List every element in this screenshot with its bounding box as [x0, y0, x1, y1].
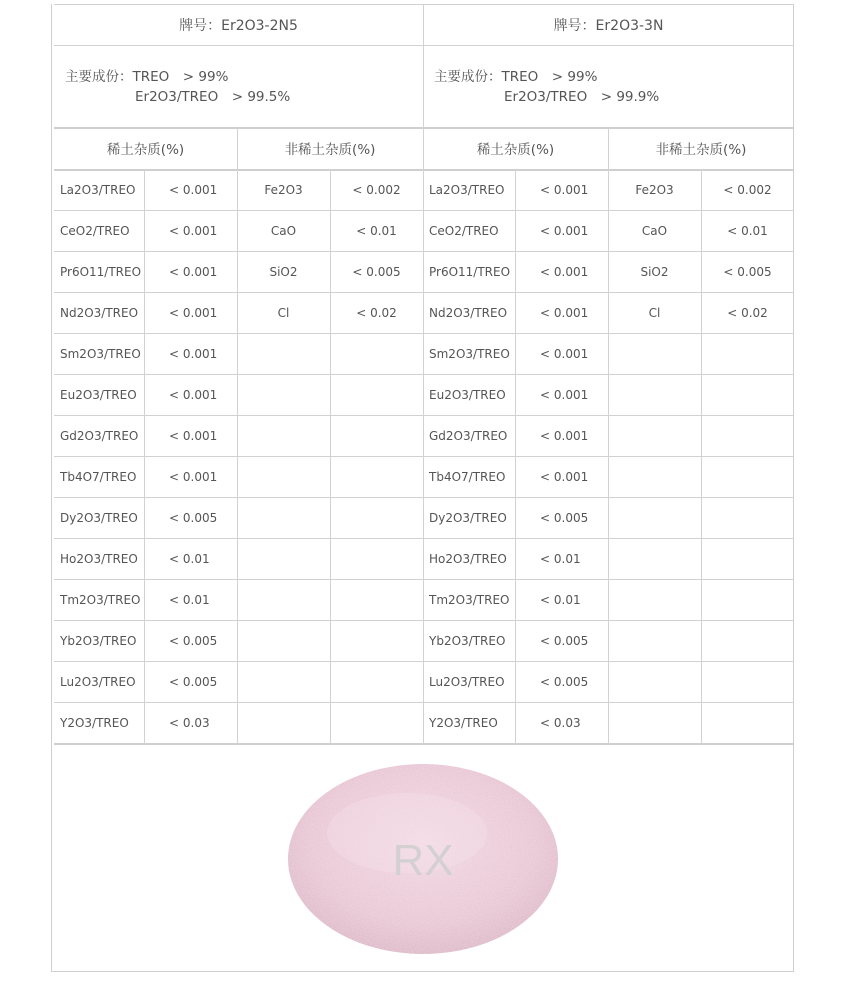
re-impurity-value: < 0.001 [540, 182, 589, 197]
composition-line-purity: Er2O3/TREO > 99.9% [504, 89, 660, 105]
non-re-impurity-value: < 0.02 [727, 305, 768, 320]
re-impurity-name: Nd2O3/TREO [60, 305, 139, 320]
re-impurity-name: Lu2O3/TREO [60, 674, 136, 689]
re-impurity-name: Tm2O3/TREO [429, 592, 510, 607]
non-re-impurity-name: SiO2 [269, 264, 298, 279]
re-impurity-value: < 0.001 [540, 428, 589, 443]
re-impurity-value: < 0.005 [169, 633, 218, 648]
non-re-impurity-name: Cl [648, 305, 661, 320]
re-impurity-value: < 0.001 [540, 305, 589, 320]
re-impurity-value: < 0.001 [169, 223, 218, 238]
non-re-impurity-value: < 0.01 [356, 223, 397, 238]
erbium-oxide-powder-image [287, 763, 560, 956]
row-divider [54, 743, 794, 745]
non-re-impurities-header: 非稀土杂质(%) [655, 142, 747, 158]
re-impurity-name: La2O3/TREO [429, 182, 505, 197]
re-impurity-value: < 0.03 [169, 715, 210, 730]
re-impurity-name: Gd2O3/TREO [60, 428, 139, 443]
composition-block [434, 67, 785, 111]
watermark-text: RX [392, 836, 454, 885]
re-impurity-value: < 0.001 [540, 469, 589, 484]
re-impurity-name: Sm2O3/TREO [60, 346, 141, 361]
non-re-impurity-name: SiO2 [640, 264, 669, 279]
re-impurity-name: Y2O3/TREO [60, 715, 129, 730]
re-impurity-name: Dy2O3/TREO [60, 510, 138, 525]
re-impurity-value: < 0.001 [540, 387, 589, 402]
re-impurity-value: < 0.001 [169, 469, 218, 484]
re-impurity-value: < 0.01 [169, 592, 210, 607]
re-impurity-value: < 0.005 [540, 674, 589, 689]
re-impurities-header: 稀土杂质(%) [106, 142, 185, 158]
composition-line-treo: 主要成份：TREO > 99% [434, 69, 598, 85]
re-impurity-name: Eu2O3/TREO [429, 387, 506, 402]
re-impurity-value: < 0.01 [540, 551, 581, 566]
re-impurity-value: < 0.001 [169, 305, 218, 320]
re-impurity-value: < 0.001 [169, 346, 218, 361]
non-re-impurities-header: 非稀土杂质(%) [284, 142, 376, 158]
re-impurity-name: Ho2O3/TREO [60, 551, 138, 566]
re-impurity-value: < 0.03 [540, 715, 581, 730]
composition-line-treo: 主要成份：TREO > 99% [65, 69, 229, 85]
non-re-impurity-value: < 0.005 [723, 264, 772, 279]
grade-label: 牌号：Er2O3-2N5 [179, 17, 298, 34]
non-re-impurity-value: < 0.02 [356, 305, 397, 320]
non-re-impurity-value: < 0.005 [352, 264, 401, 279]
non-re-impurity-name: Fe2O3 [264, 182, 303, 197]
re-impurity-name: Tm2O3/TREO [60, 592, 141, 607]
re-impurity-name: Pr6O11/TREO [429, 264, 511, 279]
re-impurity-name: Dy2O3/TREO [429, 510, 507, 525]
re-impurity-value: < 0.001 [169, 428, 218, 443]
non-re-impurity-value: < 0.002 [723, 182, 772, 197]
re-impurity-name: CeO2/TREO [429, 223, 499, 238]
re-impurity-name: Lu2O3/TREO [429, 674, 505, 689]
grade-label: 牌号：Er2O3-3N [553, 17, 664, 34]
re-impurity-name: Eu2O3/TREO [60, 387, 137, 402]
re-impurity-value: < 0.001 [540, 223, 589, 238]
re-impurity-value: < 0.005 [540, 510, 589, 525]
composition-block [65, 67, 414, 111]
re-impurity-name: Pr6O11/TREO [60, 264, 142, 279]
re-impurity-value: < 0.001 [540, 346, 589, 361]
re-impurity-value: < 0.01 [540, 592, 581, 607]
re-impurity-name: Y2O3/TREO [429, 715, 498, 730]
row-divider [54, 45, 794, 46]
column-divider [144, 169, 145, 743]
re-impurity-name: Sm2O3/TREO [429, 346, 510, 361]
composition-line-purity: Er2O3/TREO > 99.5% [135, 89, 291, 105]
re-impurity-value: < 0.005 [169, 510, 218, 525]
non-re-impurity-name: Fe2O3 [635, 182, 674, 197]
re-impurity-name: Yb2O3/TREO [60, 633, 137, 648]
re-impurity-name: Nd2O3/TREO [429, 305, 508, 320]
re-impurity-name: CeO2/TREO [60, 223, 130, 238]
non-re-impurity-name: CaO [270, 223, 297, 238]
re-impurity-name: La2O3/TREO [60, 182, 136, 197]
non-re-impurity-value: < 0.002 [352, 182, 401, 197]
column-divider [515, 169, 516, 743]
re-impurity-value: < 0.001 [169, 387, 218, 402]
re-impurity-name: Tb4O7/TREO [60, 469, 137, 484]
re-impurity-value: < 0.01 [169, 551, 210, 566]
re-impurity-name: Yb2O3/TREO [429, 633, 506, 648]
re-impurities-header: 稀土杂质(%) [476, 142, 555, 158]
re-impurity-name: Ho2O3/TREO [429, 551, 507, 566]
re-impurity-name: Gd2O3/TREO [429, 428, 508, 443]
re-impurity-value: < 0.001 [169, 182, 218, 197]
re-impurity-value: < 0.001 [540, 264, 589, 279]
re-impurity-value: < 0.005 [540, 633, 589, 648]
re-impurity-value: < 0.001 [169, 264, 218, 279]
re-impurity-value: < 0.005 [169, 674, 218, 689]
non-re-impurity-name: CaO [641, 223, 668, 238]
non-re-impurity-value: < 0.01 [727, 223, 768, 238]
re-impurity-name: Tb4O7/TREO [429, 469, 506, 484]
non-re-impurity-name: Cl [277, 305, 290, 320]
